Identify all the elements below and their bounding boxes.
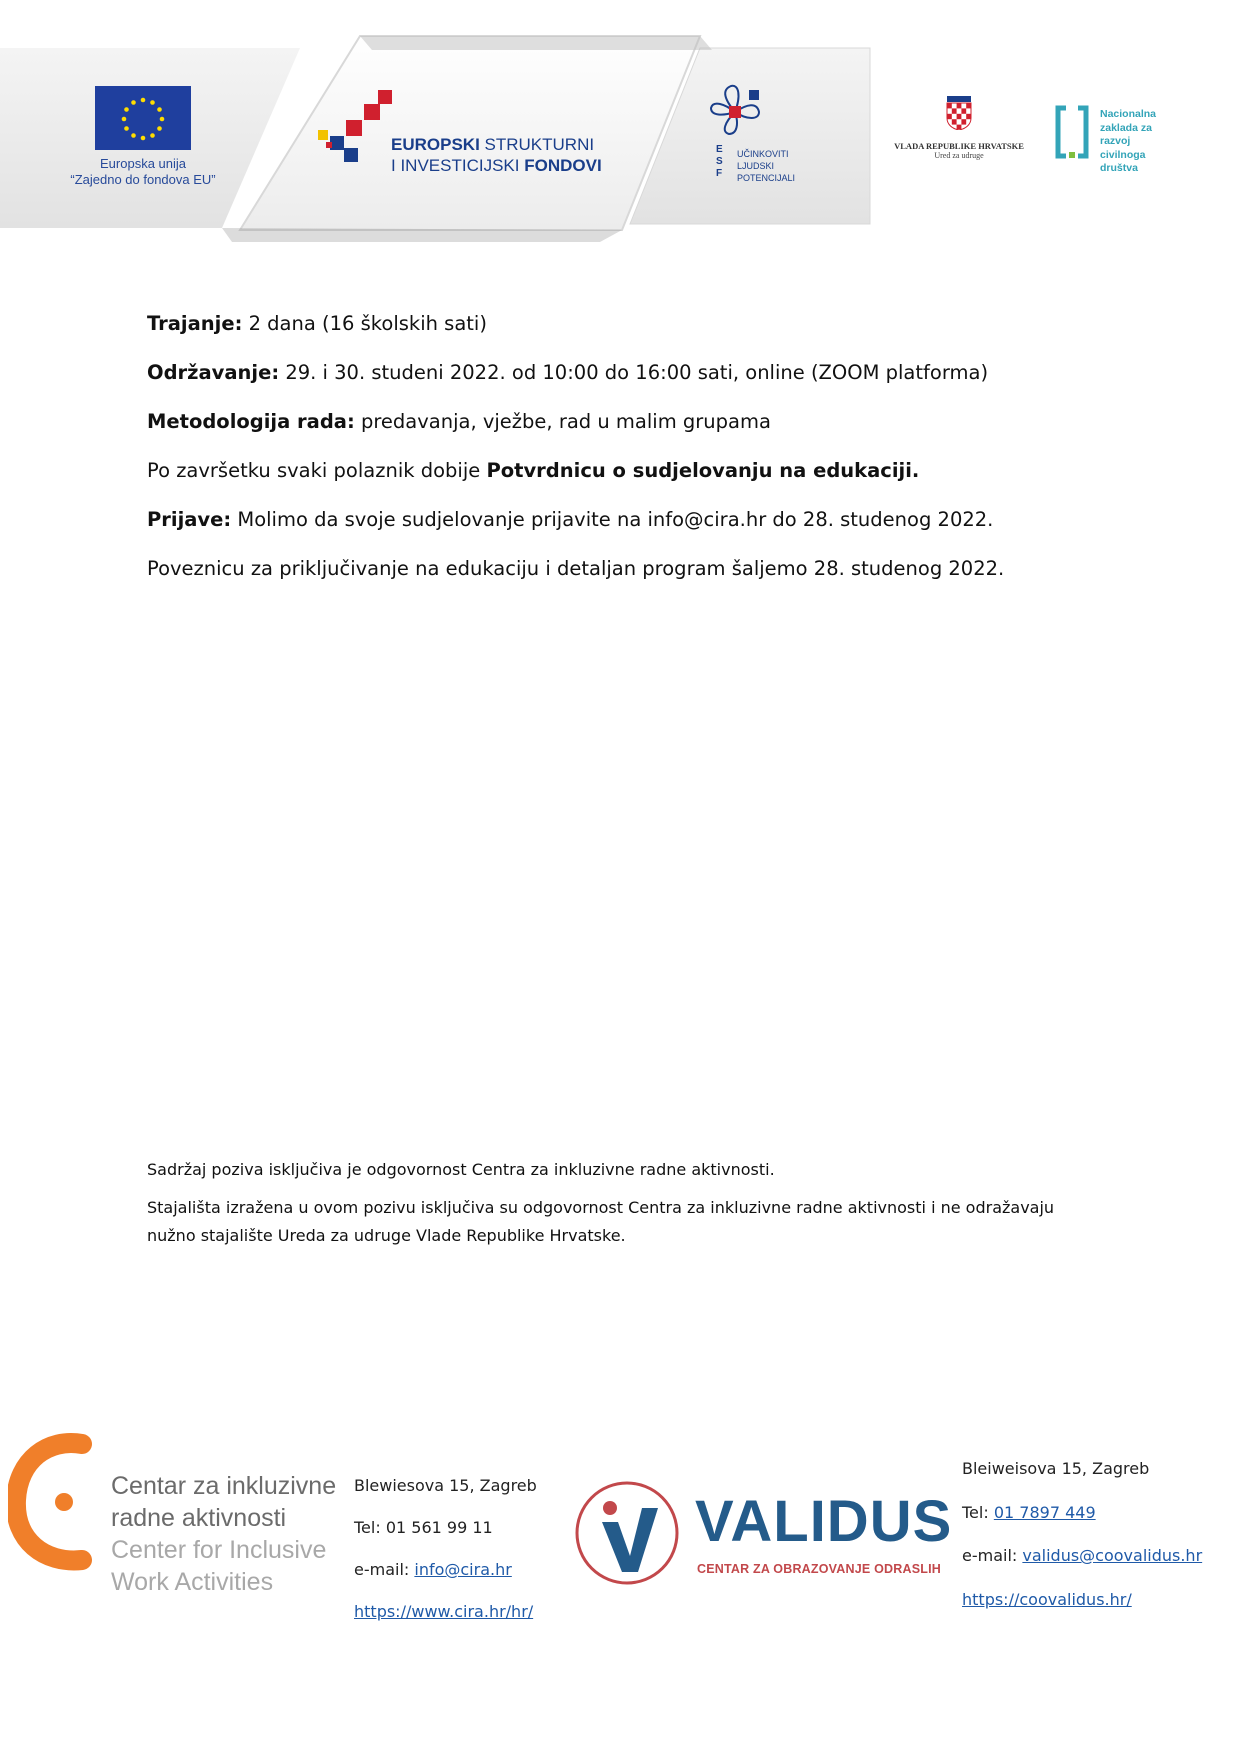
detail-poveznica: Poveznicu za priključivanje na edukaciju i detaljan program šaljemo 28. studenog 2022.	[147, 557, 1005, 580]
esf-words	[737, 148, 795, 184]
detail-trajanje	[147, 308, 1107, 357]
potvrdnica-prefix: Po završetku svaki polaznik dobije	[147, 459, 487, 482]
cira-website-link[interactable]: https://www.cira.hr/hr/	[354, 1602, 534, 1621]
vlada-logo	[884, 96, 1034, 160]
cira-email-link[interactable]: info@cira.hr	[414, 1560, 512, 1579]
vlada-subtitle: Ured za udruge	[934, 151, 984, 160]
eu-caption-line1: Europska unija	[100, 156, 186, 171]
cira-name-hr-1: Centar za inkluzivne	[111, 1472, 337, 1500]
trajanje-label: Trajanje:	[147, 312, 243, 335]
prijave-value: Molimo da svoje sudjelovanje prijavite na info@cira.hr do 28. studenog 2022.	[231, 508, 994, 531]
event-details	[147, 308, 1107, 602]
esif-squares-icon	[316, 90, 396, 180]
validus-email-link[interactable]: validus@coovalidus.hr	[1022, 1546, 1203, 1565]
esif-word-strukturni: STRUKTURNI	[484, 135, 595, 154]
validus-subtitle: CENTAR ZA OBRAZOVANJE ODRASLIH	[697, 1562, 941, 1576]
validus-tel-row	[962, 1501, 1202, 1545]
bracket-icon	[1052, 100, 1096, 170]
validus-logo-icon	[572, 1478, 682, 1588]
esf-logo	[695, 82, 805, 192]
cira-tel: Tel: 01 561 99 11	[354, 1518, 493, 1537]
cira-address: Blewiesova 15, Zagreb	[354, 1476, 537, 1495]
detail-metodologija	[147, 406, 1107, 455]
nzrcd-wordmark	[1100, 108, 1156, 176]
esf-letter-s: S	[716, 156, 723, 167]
nzrcd-line-4: civilnoga	[1100, 148, 1146, 161]
vlada-title: VLADA REPUBLIKE HRVATSKE	[894, 141, 1024, 151]
esf-word-3: POTENCIJALI	[737, 173, 796, 183]
cira-logo-icon	[8, 1432, 98, 1572]
cira-name	[111, 1470, 336, 1598]
trajanje-value: 2 dana (16 školskih sati)	[242, 312, 487, 335]
detail-potvrdnica	[147, 455, 1107, 504]
esf-word-2: LJUDSKI	[737, 161, 775, 171]
nzrcd-line-5: društva	[1100, 162, 1138, 174]
detail-odrzavanje	[147, 357, 1107, 406]
eu-caption-line2: “Zajedno do fondova EU”	[70, 172, 216, 187]
validus-contact	[962, 1457, 1202, 1631]
validus-email-row	[962, 1544, 1202, 1588]
cira-name-hr-2: radne aktivnosti	[111, 1504, 287, 1532]
odrzavanje-value: 29. i 30. studeni 2022. od 10:00 do 16:00 sati, online (ZOOM platforma)	[279, 361, 989, 384]
nzrcd-logo	[1052, 100, 1182, 190]
esf-letter-f: F	[716, 168, 723, 179]
nzrcd-line-3: razvoj	[1100, 135, 1131, 147]
potvrdnica-bold: Potvrdnicu o sudjelovanju na edukaciji.	[486, 459, 920, 482]
esf-letter-e: E	[716, 144, 723, 155]
eu-logo-block	[48, 86, 238, 188]
disclaimer	[147, 1156, 1107, 1260]
eu-flag-icon	[95, 86, 191, 150]
disclaimer-line2: Stajališta izražena u ovom pozivu isključiva su odgovornost Centra za inkluzivne radne aktivnosti i ne odražavaju nužno stajalište Ureda za udruge Vlade Republike Hrvatske.	[147, 1198, 1055, 1245]
validus-website-link[interactable]: https://coovalidus.hr/	[962, 1589, 1132, 1609]
odrzavanje-label: Održavanje:	[147, 361, 280, 384]
detail-prijave	[147, 504, 1107, 553]
cira-contact	[354, 1474, 537, 1642]
metodologija-value: predavanja, vježbe, rad u malim grupama	[354, 410, 771, 433]
croatian-coat-of-arms-icon	[946, 96, 972, 130]
validus-wordmark: VALIDUS	[695, 1489, 953, 1554]
cira-email-label: e-mail:	[354, 1560, 415, 1579]
validus-email-label: e-mail:	[962, 1546, 1023, 1565]
pinwheel-icon	[695, 82, 775, 144]
validus-address: Bleiweisova 15, Zagreb	[962, 1459, 1150, 1478]
partner-logos-banner	[0, 0, 1241, 260]
disclaimer-line1: Sadržaj poziva isključiva je odgovornost Centra za inkluzivne radne aktivnosti.	[147, 1160, 775, 1179]
esf-letters	[716, 144, 723, 180]
cira-name-en-2: Work Activities	[111, 1568, 274, 1596]
cira-name-en-1: Center for Inclusive	[111, 1536, 327, 1564]
esif-logo	[316, 90, 616, 180]
esif-wordmark	[391, 134, 602, 176]
validus-tel-link[interactable]: 01 7897 449	[993, 1502, 1096, 1522]
cira-email-row	[354, 1558, 537, 1600]
nzrcd-line-2: zaklada za	[1100, 121, 1152, 134]
esif-word-fondovi: FONDOVI	[524, 156, 602, 175]
prijave-label: Prijave:	[147, 508, 232, 531]
validus-tel-label: Tel:	[962, 1502, 994, 1522]
esif-word-europski: EUROPSKI	[391, 135, 480, 154]
esf-word-1: UČINKOVITI	[737, 149, 789, 159]
esif-word-investicijski: I INVESTICIJSKI	[391, 156, 520, 175]
metodologija-label: Metodologija rada:	[147, 410, 355, 433]
nzrcd-line-1: Nacionalna	[1100, 108, 1157, 120]
